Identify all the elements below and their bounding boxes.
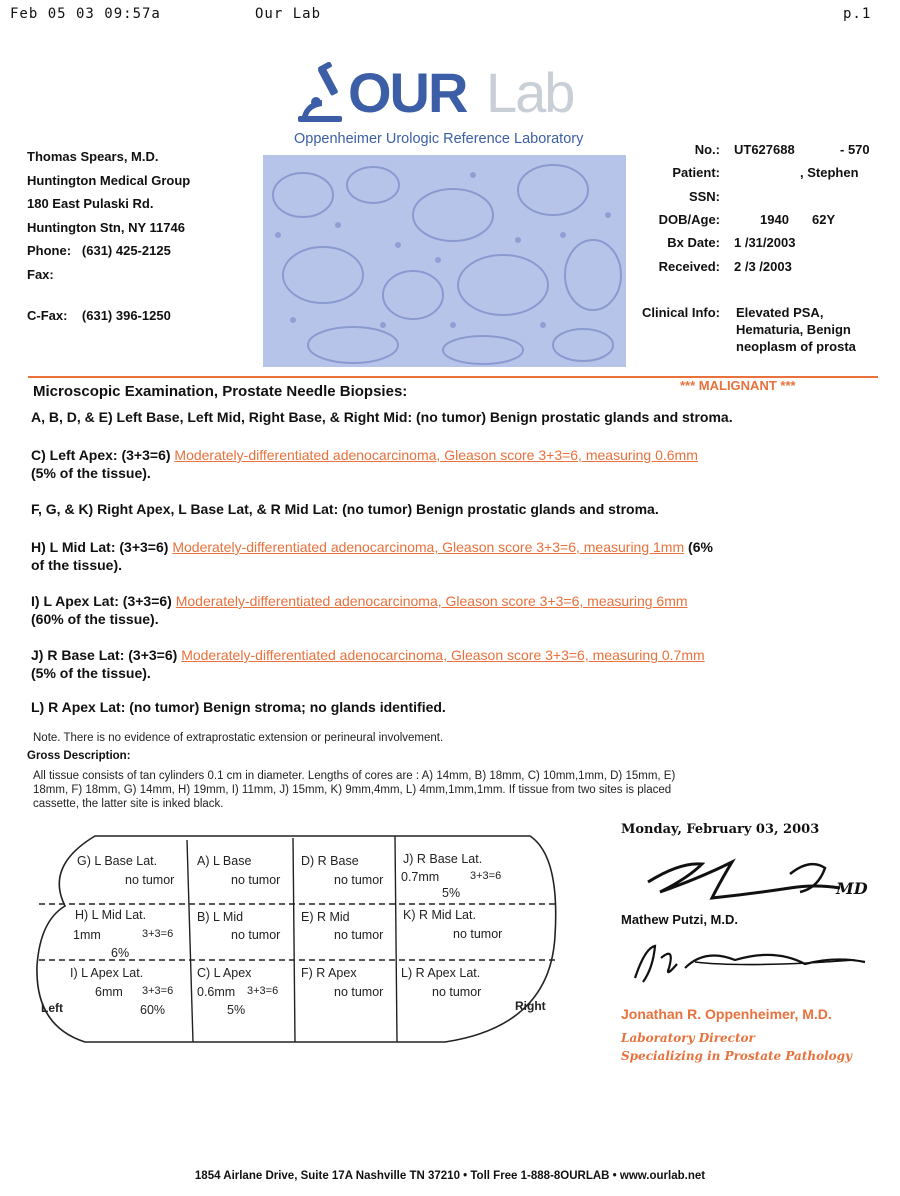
right-label: Right [515, 999, 546, 1013]
cell-j-size: 0.7mm [401, 870, 440, 884]
cell-l-title: L) R Apex Lat. [401, 966, 481, 980]
physician-address1: 180 East Pulaski Rd. [27, 196, 154, 211]
cell-c-size: 0.6mm [197, 985, 236, 999]
malignant-status: *** MALIGNANT *** [680, 378, 796, 393]
pathologist-2-title: Laboratory Director [621, 1031, 755, 1045]
cell-g-status: no tumor [125, 873, 175, 887]
ssn-label: SSN: [688, 189, 720, 204]
cell-i-title: I) L Apex Lat. [70, 966, 144, 980]
cell-h-size: 1mm [73, 928, 101, 942]
finding-fgk: F, G, & K) Right Apex, L Base Lat, & R Mid Lat: (no tumor) Benign prostatic glands and stroma. [31, 501, 659, 517]
cell-c-score: 3+3=6 [247, 985, 279, 997]
cell-b-title: B) L Mid [197, 910, 244, 924]
cell-a-status: no tumor [231, 873, 281, 887]
cell-l-status: no tumor [432, 985, 482, 999]
fax-sender: Our Lab [255, 6, 322, 22]
prostate-diagram [25, 826, 565, 1052]
received-date: 2 /3 /2003 [734, 259, 792, 274]
patient-name: , Stephen [800, 165, 859, 180]
no-label: No.: [694, 142, 720, 157]
report-date: Monday, February 03, 2003 [621, 822, 820, 837]
bx-date: 1 /31/2003 [734, 235, 796, 250]
footer-address: 1854 Airlane Drive, Suite 17A Nashville TN 37210 • Toll Free 1-888-8OURLAB • www.ourlab.net [194, 1170, 706, 1182]
clinical-info-label: Clinical Info: [642, 305, 720, 320]
cell-h-title: H) L Mid Lat. [75, 908, 147, 922]
cell-i-pct: 60% [140, 1003, 166, 1017]
fax-page: p.1 [843, 6, 872, 22]
cell-f-title: F) R Apex [301, 966, 357, 980]
accession-suffix: - 570 [840, 142, 870, 157]
finding-abde: A, B, D, & E) Left Base, Left Mid, Right Base, & Right Mid: (no tumor) Benign prostatic glands and stroma. [31, 409, 733, 425]
received-label: Received: [658, 259, 720, 274]
accession-no: UT627688 [734, 142, 795, 157]
signature-oppenheimer [625, 938, 875, 988]
cell-j-title: J) R Base Lat. [403, 852, 483, 866]
cell-i-size: 6mm [95, 985, 123, 999]
cell-a-title: A) L Base [197, 854, 252, 868]
physician-block [27, 145, 190, 286]
logo-our: OUR [348, 61, 467, 124]
cell-h-score: 3+3=6 [142, 928, 174, 940]
clinical-info-1: Elevated PSA, [736, 305, 824, 320]
signature-putzi [640, 848, 880, 906]
patient-info-block [600, 142, 890, 362]
logo-tagline: Oppenheimer Urologic Reference Laboratory [294, 131, 584, 147]
cell-e-title: E) R Mid [301, 910, 350, 924]
cell-f-status: no tumor [334, 985, 384, 999]
pathologist-2-specialty: Specializing in Prostate Pathology [621, 1049, 853, 1063]
cell-d-title: D) R Base [301, 854, 359, 868]
fax-datetime: Feb 05 03 09:57a [10, 6, 161, 22]
pathologist-2: Jonathan R. Oppenheimer, M.D. [621, 1006, 832, 1022]
note: Note. There is no evidence of extraprostatic extension or perineural involvement. [33, 732, 444, 744]
histology-image [263, 155, 626, 367]
logo-lab: Lab [486, 61, 574, 124]
dob-label: DOB/Age: [658, 212, 720, 227]
cell-h-pct: 6% [111, 946, 130, 960]
ourlab-logo [296, 62, 616, 124]
histology-micrograph [263, 155, 626, 367]
clinical-info-2: Hematuria, Benign [736, 322, 851, 337]
finding-i: I) L Apex Lat: (3+3=6) Moderately-differentiated adenocarcinoma, Gleason score 3+3=6, measuring 6mm (60% of the tissue). [31, 593, 688, 627]
pathologist-1: Mathew Putzi, M.D. [621, 912, 738, 927]
finding-j-dx: Moderately-differentiated adenocarcinoma, Gleason score 3+3=6, measuring 0.7mm [181, 647, 705, 663]
finding-h-dx: Moderately-differentiated adenocarcinoma, Gleason score 3+3=6, measuring 1mm [172, 539, 685, 555]
physician-phone: Phone: (631) 425-2125 [27, 243, 171, 258]
cell-i-score: 3+3=6 [142, 985, 174, 997]
gross-title: Gross Description: [27, 750, 131, 762]
cell-c-title: C) L Apex [197, 966, 252, 980]
left-label: Left [41, 1001, 63, 1015]
finding-l: L) R Apex Lat: (no tumor) Benign stroma; no glands identified. [31, 699, 446, 715]
finding-c-dx: Moderately-differentiated adenocarcinoma, Gleason score 3+3=6, measuring 0.6mm [174, 447, 698, 463]
physician-cfax: C-Fax: (631) 396-1250 [27, 308, 171, 323]
finding-h: H) L Mid Lat: (3+3=6) Moderately-differentiated adenocarcinoma, Gleason score 3+3=6, measuring 1mm (6% of the tissue). [31, 539, 713, 573]
cell-b-status: no tumor [231, 928, 281, 942]
physician-name: Thomas Spears, M.D. [27, 149, 159, 164]
bx-date-label: Bx Date: [667, 235, 720, 250]
signature-suffix: MD [836, 879, 868, 898]
cell-d-status: no tumor [334, 873, 384, 887]
cell-c-pct: 5% [227, 1003, 246, 1017]
physician-address2: Huntington Stn, NY 11746 [27, 219, 185, 235]
finding-c: C) Left Apex: (3+3=6) Moderately-differentiated adenocarcinoma, Gleason score 3+3=6, measuring 0.6mm (5% of the tissue). [31, 447, 698, 481]
clinical-info-3: neoplasm of prosta [736, 339, 856, 354]
cell-j-pct: 5% [442, 886, 461, 900]
cell-k-title: K) R Mid Lat. [403, 908, 476, 922]
cell-e-status: no tumor [334, 928, 384, 942]
physician-fax: Fax: [27, 266, 54, 282]
physician-group: Huntington Medical Group [27, 172, 191, 188]
exam-title: Microscopic Examination, Prostate Needle Biopsies: [33, 383, 408, 400]
cell-j-score: 3+3=6 [470, 870, 502, 882]
age-value: 62Y [812, 212, 836, 227]
finding-i-dx: Moderately-differentiated adenocarcinoma, Gleason score 3+3=6, measuring 6mm [175, 593, 688, 609]
cell-k-status: no tumor [453, 927, 503, 941]
cell-g-title: G) L Base Lat. [77, 854, 158, 868]
gross-description: All tissue consists of tan cylinders 0.1 cm in diameter. Lengths of cores are : A) 14mm, B) 18mm, C) 10mm,1mm, D) 15mm, E) 18mm, F) 18mm, G) 14mm, H) 19mm, I) 11mm, J) 15mm, K) 9mm,4mm, L) 4mm,1mm,1mm. If tissue from two sites is placed cassette, the latter site is inked black. [33, 770, 676, 810]
finding-j: J) R Base Lat: (3+3=6) Moderately-differentiated adenocarcinoma, Gleason score 3+3=6, measuring 0.7mm (5% of the tissue). [31, 647, 705, 681]
dob-value: 1940 [760, 212, 789, 227]
patient-label: Patient: [672, 165, 720, 180]
